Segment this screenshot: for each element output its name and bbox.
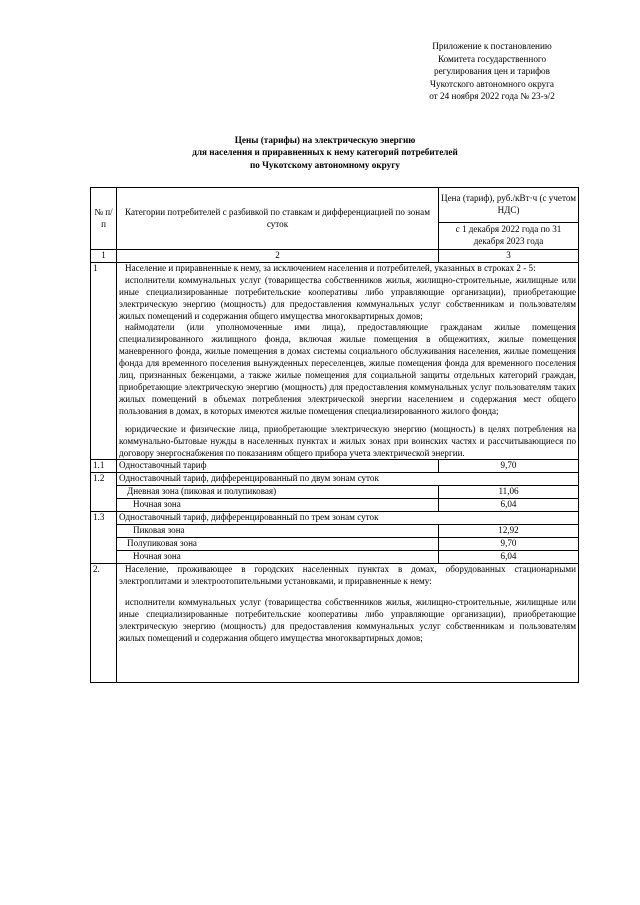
row-label: Одноставочный тариф (117, 460, 439, 473)
document-title (140, 134, 510, 171)
zone-label: Пиковая зона (117, 524, 439, 537)
zone-row (91, 550, 579, 563)
row-num: 2. (91, 563, 117, 682)
table-row-1-3 (91, 512, 579, 525)
row-num: 1.3 (91, 512, 117, 564)
paragraph: Население, проживающее в городских населенных пунктах в домах, оборудованных стационарными электроплитами и электроотопительными установками, и приравненные к нему: (119, 563, 576, 586)
row-description (117, 563, 579, 682)
annex-note (392, 40, 592, 103)
table-row-2 (91, 563, 579, 682)
table-row-1-1 (91, 460, 579, 473)
zone-row (91, 537, 579, 550)
zone-value: 12,92 (439, 524, 579, 537)
paragraph: исполнители коммунальных услуг (товарищества собственников жилья, жилищно-строительные, жилищные или иные специализированные потребительские кооперативы либо управляющие организации), приобретающие электрическую энергию (мощность) для предоставления коммунальных услуг собственникам и пользователям жилых помещений и содержания общего имущества многоквартирных домов; (119, 274, 576, 321)
table-row-1 (91, 262, 579, 460)
row-label: Одноставочный тариф, дифференцированный по трем зонам суток (117, 512, 579, 525)
zone-value: 11,06 (439, 486, 579, 499)
title-line: по Чукотскому автономному округу (250, 159, 400, 170)
row-num: 1.2 (91, 473, 117, 512)
col-number: 2 (117, 250, 439, 263)
annex-line: от 24 ноября 2022 года № 23-э/2 (429, 91, 555, 102)
annex-line: Чукотского автономного округа (430, 78, 554, 89)
title-line: Цены (тарифы) на электрическую энергию (234, 135, 416, 145)
header-category: Категории потребителей с разбивкой по ставкам и дифференциацией по зонам суток (117, 188, 439, 250)
annex-line: регулирования цен и тарифов (434, 66, 550, 77)
col-number: 3 (439, 250, 579, 263)
tariff-table (90, 187, 579, 683)
zone-row (91, 499, 579, 512)
header-num: № п/п (91, 188, 117, 250)
zone-label: Дневная зона (пиковая и полупиковая) (117, 486, 439, 499)
header-price: Цена (тариф), руб./кВт·ч (с учетом НДС) (439, 188, 579, 223)
row-num: 1 (91, 262, 117, 460)
annex-line: Приложение к постановлению (432, 41, 552, 51)
row-value: 9,70 (439, 460, 579, 473)
zone-value: 6,04 (439, 550, 579, 563)
paragraph: Население и приравненные к нему, за исключением населения и потребителей, указанных в строках 2 - 5: (125, 262, 536, 273)
row-description (117, 262, 579, 460)
row-label: Одноставочный тариф, дифференцированный по двум зонам суток (117, 473, 579, 486)
title-line: для населения и приравненных к нему категорий потребителей (192, 147, 458, 158)
zone-label: Полупиковая зона (117, 537, 439, 550)
header-period: с 1 декабря 2022 года по 31 декабря 2023 года (439, 223, 579, 250)
col-number: 1 (91, 250, 117, 263)
zone-row (91, 486, 579, 499)
annex-line: Комитета государственного (437, 53, 547, 64)
zone-label: Ночная зона (117, 550, 439, 563)
table-row-1-2 (91, 473, 579, 486)
row-num: 1.1 (91, 460, 117, 473)
zone-label: Ночная зона (117, 499, 439, 512)
zone-value: 6,04 (439, 499, 579, 512)
zone-row (91, 524, 579, 537)
paragraph: наймодатели (или уполномоченные ими лица), предоставляющие гражданам жилые помещения специализированного жилищного фонда, включая жилые помещения в общежитиях, жилые помещения маневренного фонда, жилые помещения в домах системы социального обслуживания населения, жилые помещения фонда для временного поселения вынужденных переселенцев, жилые помещения фонда для временного поселения лиц, признанных беженцами, а также жилые помещения для социальной защиты отдельных категорий граждан, приобретающие электрическую энергию (мощность) для предоставления коммунальных услуг пользователям таких жилых помещений в объемах потребления электрической энергии населением и содержания мест общего пользования в домах, в которых имеются жилые помещения специализированного жилого фонда; (119, 322, 576, 416)
header-row (91, 188, 579, 223)
zone-value: 9,70 (439, 537, 579, 550)
paragraph: исполнители коммунальных услуг (товарищества собственников жилья, жилищно-строительные, жилищные или иные специализированные потребительские кооперативы либо управляющие организации), приобретающие электрическую энергию (мощность) для предоставления коммунальных услуг собственникам и пользователям жилых помещений и содержания общего имущества многоквартирных домов; (119, 597, 576, 644)
col-number-row (91, 250, 579, 263)
paragraph: юридические и физические лица, приобретающие электрическую энергию (мощность) в целях потребления на коммунально-бытовые нужды в населенных пунктах и жилых зонах при воинских частях и рассчитывающиеся по договору энергоснабжения по показаниям общего прибора учета электрической энергии. (119, 423, 576, 458)
